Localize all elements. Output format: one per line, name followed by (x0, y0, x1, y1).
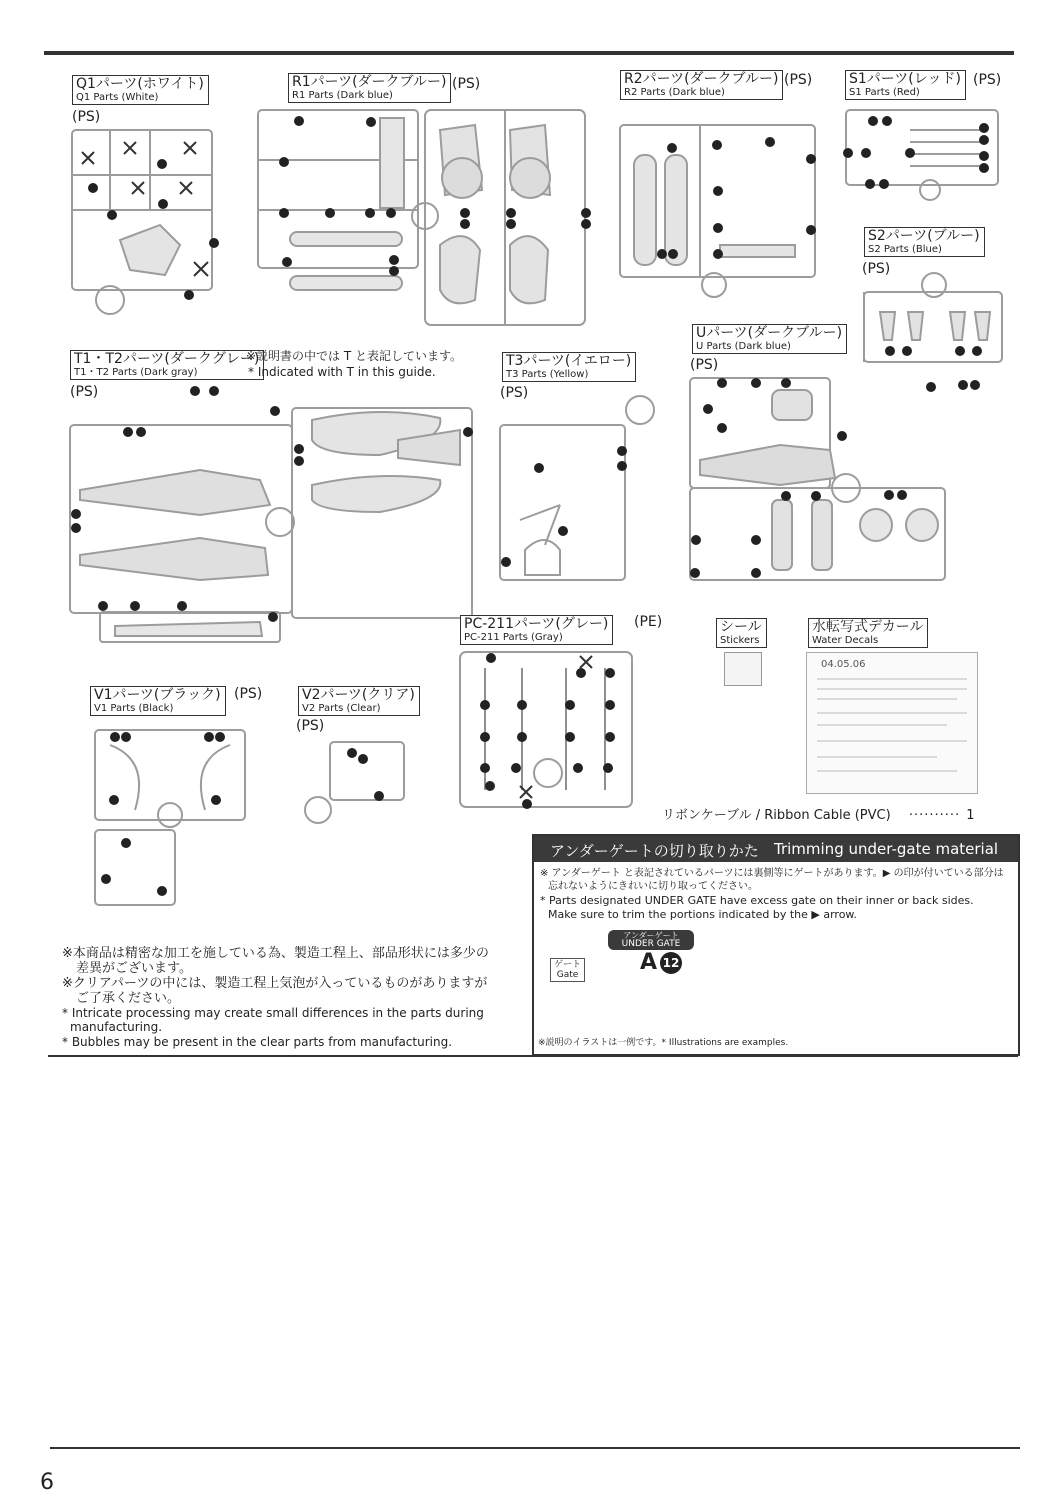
s2-material: (PS) (862, 261, 891, 277)
r1-parts-label: R1パーツ(ダークブルー) R1 Parts (Dark blue) (288, 73, 451, 103)
trimming-title-en: Trimming under-gate material (774, 840, 999, 858)
ribbon-cable-text: リボンケーブル / Ribbon Cable (PVC) (662, 808, 891, 823)
v2-parts-label: V2パーツ(クリア) V2 Parts (Clear) (298, 686, 420, 716)
gate-callout-en: Gate (556, 970, 579, 980)
trimming-footer: ※説明のイラストは一例です。* Illustrations are examples. (538, 1038, 789, 1048)
t3-parts-label: T3パーツ(イエロー) T3 Parts (Yellow) (502, 352, 636, 382)
trimming-en-line2: Make sure to trim the portions indicated by the ▶ arrow. (548, 908, 857, 921)
pc211-material: (PE) (634, 614, 663, 630)
u-material: (PS) (690, 357, 719, 373)
ribbon-cable-qty: 1 (966, 808, 975, 823)
trimming-under-gate-box (532, 834, 1020, 1056)
part-number-badge: 12 (660, 952, 682, 974)
t-indicator-note-en: * Indicated with T in this guide. (248, 365, 436, 379)
disclaimer-jp2b: ご了承ください。 (76, 991, 181, 1006)
gate-callout-jp: ゲート (554, 960, 582, 970)
t-indicator-note-jp: ※説明書の中では T と表記しています。 (246, 349, 463, 363)
disclaimer-jp1: ※本商品は精密な加工を施している為、製造工程上、部品形状には多少の (62, 946, 489, 961)
v2-material: (PS) (296, 718, 325, 734)
disclaimer-en2: * Bubbles may be present in the clear parts from manufacturing. (62, 1035, 453, 1049)
r2-material: (PS) (784, 72, 813, 88)
pc211-parts-label: PC-211パーツ(グレー) PC-211 Parts (Gray) (460, 615, 613, 645)
under-gate-badge (608, 930, 694, 950)
decal-markings (807, 653, 977, 793)
disclaimer-en1b: manufacturing. (70, 1020, 163, 1034)
t3-material: (PS) (500, 385, 529, 401)
gate-callout (550, 958, 585, 982)
under-gate-badge-en: UNDER GATE (621, 939, 681, 949)
trimming-jp-line1: ※ アンダーゲート と表記されているパーツには裏側等にゲートがあります。▶ の印が付いている部分は (540, 868, 1004, 879)
sticker-sheet (724, 652, 762, 686)
t1t2-parts-label: T1・T2パーツ(ダークグレー) T1・T2 Parts (Dark gray) (70, 350, 264, 380)
trimming-title-jp: アンダーゲートの切り取りかた (550, 842, 759, 860)
q1-material: (PS) (72, 109, 101, 125)
r1-material: (PS) (452, 76, 481, 92)
s1-parts-label: S1パーツ(レッド) S1 Parts (Red) (845, 70, 966, 100)
disclaimer-jp2: ※クリアパーツの中には、製造工程上気泡が入っているものがありますが (62, 976, 488, 991)
water-decal-sheet (806, 652, 978, 794)
under-gate-badge-jp: アンダーゲート (623, 931, 679, 940)
ribbon-cable-label (662, 808, 975, 823)
trimming-jp-line2: 忘れないようにきれいに切り取ってください。 (548, 881, 758, 892)
trimming-en-line1: * Parts designated UNDER GATE have excess gate on their inner or back sides. (540, 894, 974, 907)
u-parts-label: Uパーツ(ダークブルー) U Parts (Dark blue) (692, 324, 847, 354)
section-bottom-rule (48, 1055, 1018, 1057)
stickers-label: シール Stickers (716, 618, 767, 648)
water-decals-label: 水転写式デカール Water Decals (808, 618, 928, 648)
trimming-header (534, 836, 1018, 862)
v1-parts-label: V1パーツ(ブラック) V1 Parts (Black) (90, 686, 226, 716)
part-letter: A (640, 950, 658, 975)
q1-parts-label: Q1パーツ(ホワイト) Q1 Parts (White) (72, 75, 209, 105)
s2-parts-label: S2パーツ(ブルー) S2 Parts (Blue) (864, 227, 985, 257)
t1t2-material: (PS) (70, 384, 99, 400)
v1-material: (PS) (234, 686, 263, 702)
disclaimer-en1: * Intricate processing may create small differences in the parts during (62, 1006, 484, 1020)
part-id (640, 950, 682, 975)
disclaimer-jp1b: 差異がございます。 (76, 961, 192, 976)
ribbon-cable-dots: ·········· (908, 808, 961, 823)
r2-parts-label: R2パーツ(ダークブルー) R2 Parts (Dark blue) (620, 70, 783, 100)
s1-material: (PS) (973, 72, 1002, 88)
page-number: 6 (40, 1470, 54, 1495)
decal-number-code: 04.05.06 (821, 659, 866, 670)
